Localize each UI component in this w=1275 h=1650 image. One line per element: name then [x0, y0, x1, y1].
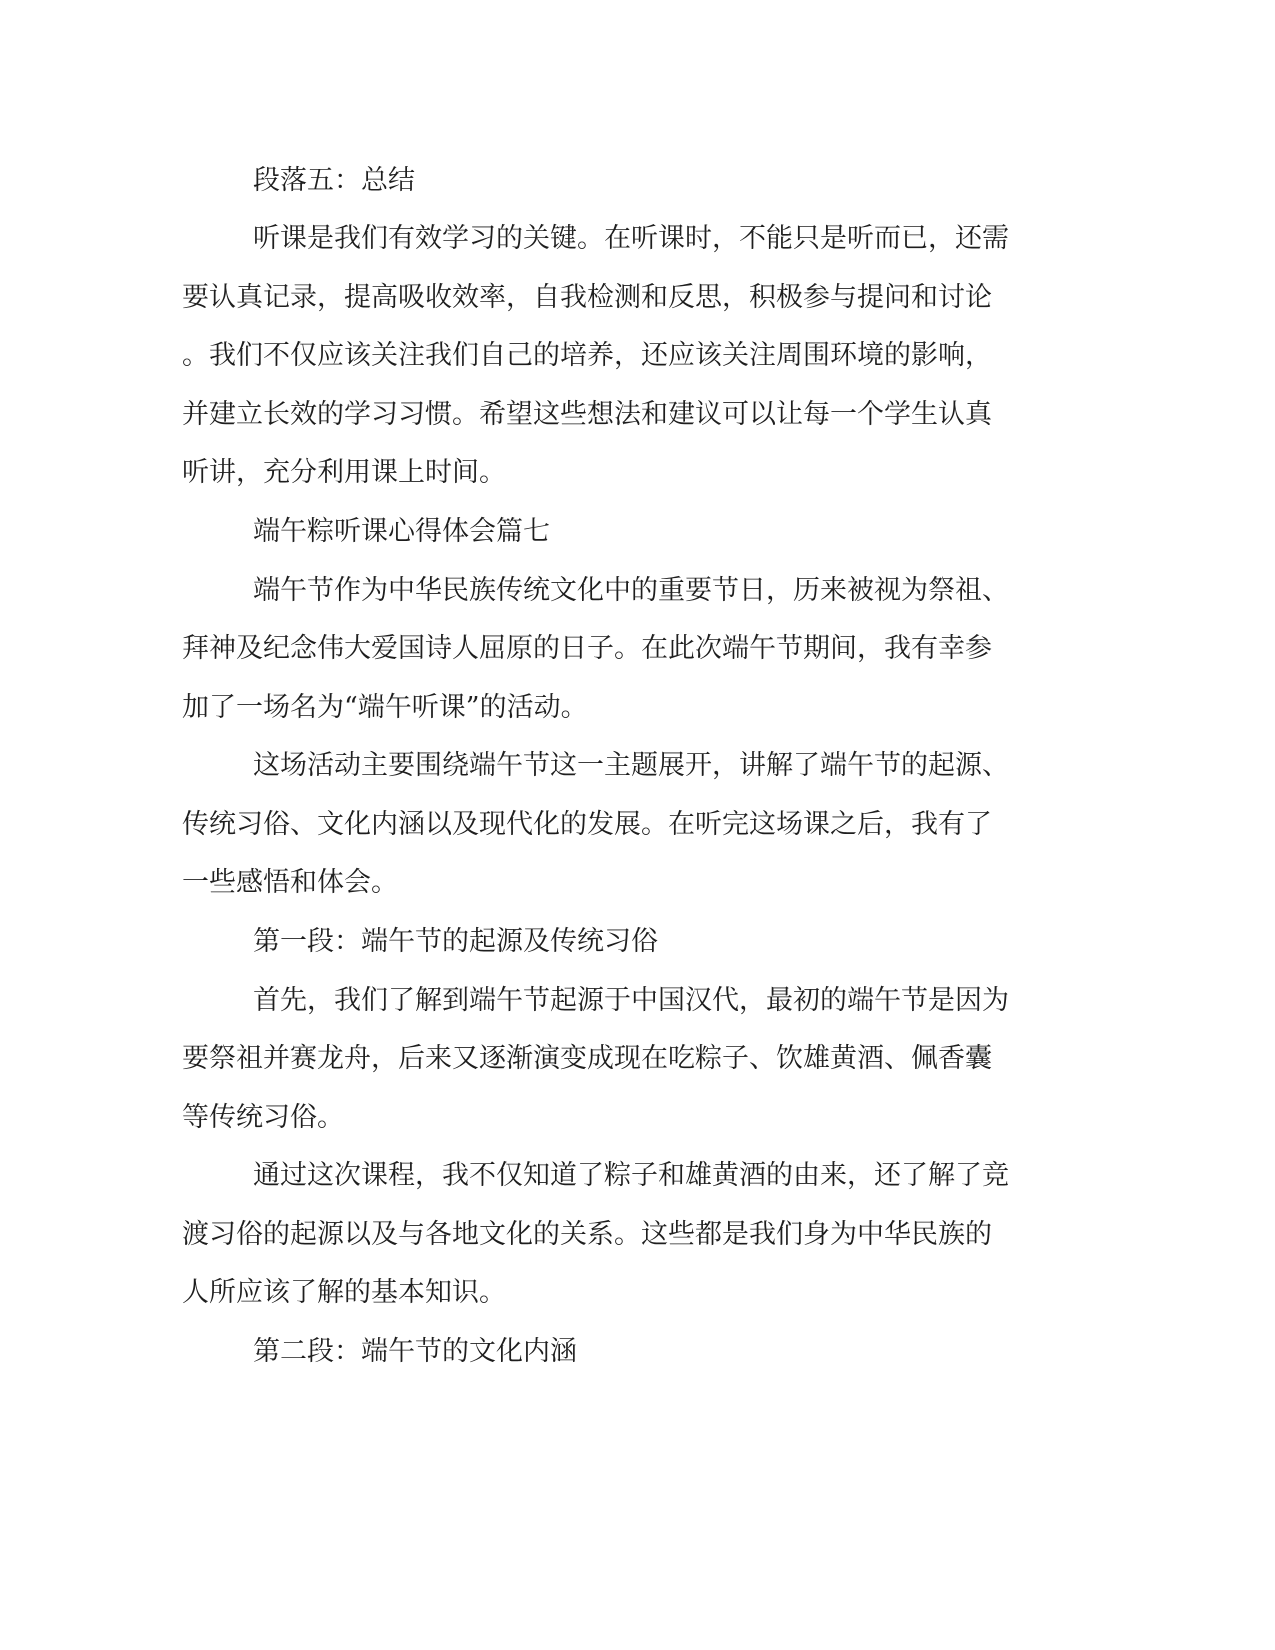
- paragraph-line: 拜神及纪念伟大爱国诗人屈原的日子。在此次端午节期间，我有幸参: [182, 633, 992, 664]
- paragraph-line: 并建立长效的学习习惯。希望这些想法和建议可以让每一个学生认真: [182, 399, 992, 430]
- paragraph-line: 这场活动主要围绕端午节这一主题展开，讲解了端午节的起源、: [253, 750, 1009, 781]
- section-heading-culture: 第二段：端午节的文化内涵: [253, 1336, 577, 1367]
- paragraph-line: 加了一场名为“端午听课”的活动。: [182, 692, 588, 723]
- paragraph-line: 人所应该了解的基本知识。: [182, 1277, 506, 1308]
- article-title: 端午粽听课心得体会篇七: [253, 516, 550, 547]
- paragraph-line: 通过这次课程，我不仅知道了粽子和雄黄酒的由来，还了解了竞: [253, 1160, 1009, 1191]
- paragraph-line: 要祭祖并赛龙舟，后来又逐渐演变成现在吃粽子、饮雄黄酒、佩香囊: [182, 1043, 992, 1074]
- paragraph-line: 听讲，充分利用课上时间。: [182, 457, 506, 488]
- paragraph-line: 端午节作为中华民族传统文化中的重要节日，历来被视为祭祖、: [253, 575, 1009, 606]
- section-heading-summary: 段落五：总结: [253, 165, 415, 196]
- paragraph-line: 渡习俗的起源以及与各地文化的关系。这些都是我们身为中华民族的: [182, 1219, 992, 1250]
- section-heading-origin: 第一段：端午节的起源及传统习俗: [253, 926, 658, 957]
- paragraph-line: 。我们不仅应该关注我们自己的培养，还应该关注周围环境的影响，: [182, 340, 992, 371]
- paragraph-line: 传统习俗、文化内涵以及现代化的发展。在听完这场课之后，我有了: [182, 809, 992, 840]
- paragraph-line: 首先，我们了解到端午节起源于中国汉代，最初的端午节是因为: [253, 985, 1009, 1016]
- paragraph-line: 要认真记录，提高吸收效率，自我检测和反思，积极参与提问和讨论: [182, 282, 992, 313]
- paragraph-line: 听课是我们有效学习的关键。在听课时，不能只是听而已，还需: [253, 223, 1009, 254]
- paragraph-line: 等传统习俗。: [182, 1102, 344, 1133]
- paragraph-line: 一些感悟和体会。: [182, 867, 398, 898]
